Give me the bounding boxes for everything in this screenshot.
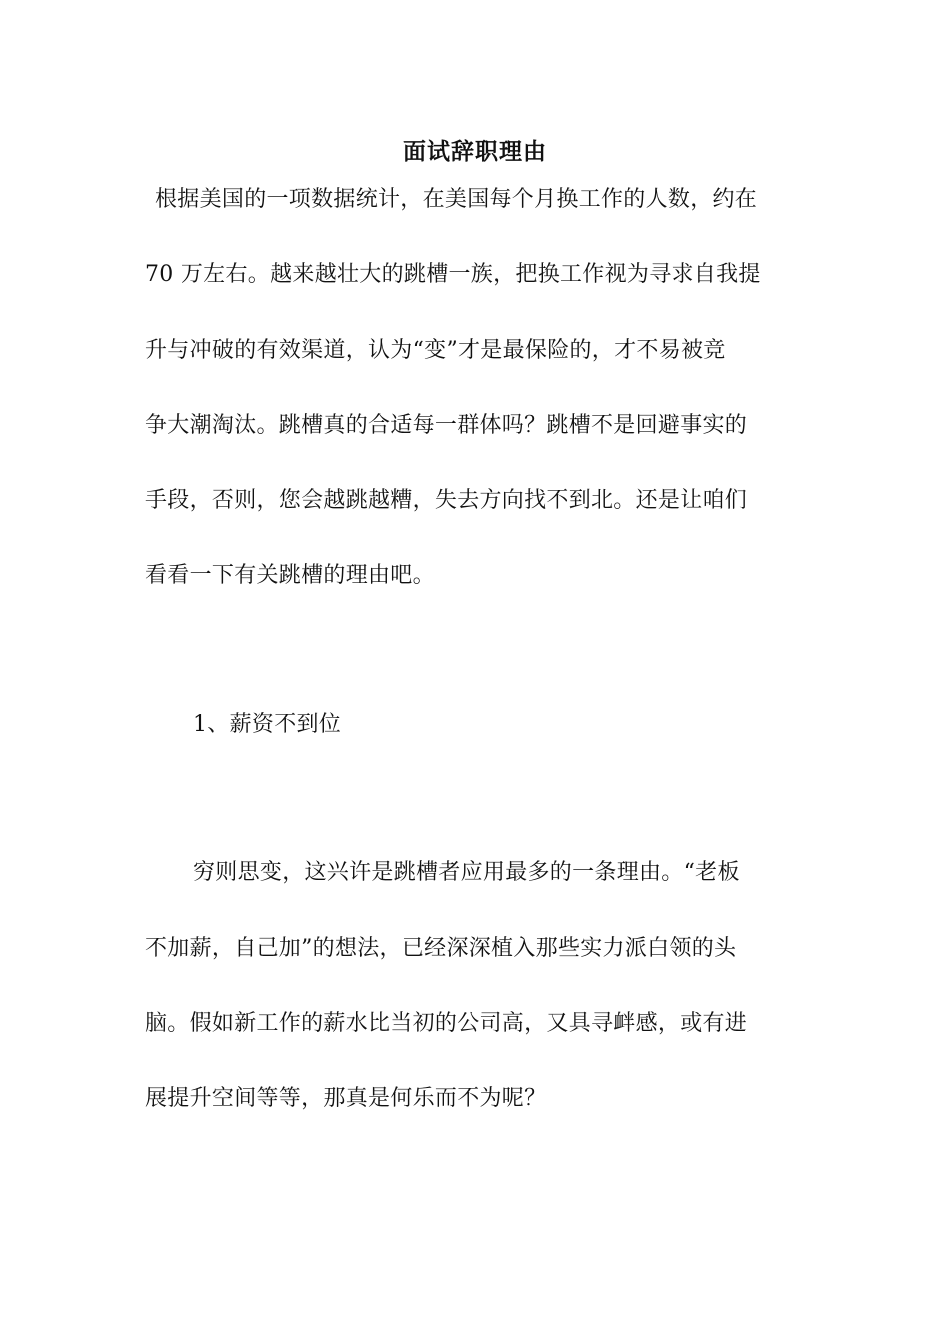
intro-line-2: 70 万左右。越来越壮大的跳槽一族，把换工作视为寻求自我提 bbox=[145, 262, 761, 287]
section-line-2: 不加薪，自己加”的想法，已经深深植入那些实力派白领的头 bbox=[145, 936, 737, 961]
intro-line-5: 手段，否则，您会越跳越糟，失去方向找不到北。还是让咱们 bbox=[145, 488, 748, 513]
intro-line-3: 升与冲破的有效渠道，认为“变”才是最保险的，才不易被竞 bbox=[145, 338, 726, 363]
section-line-4: 展提升空间等等，那真是何乐而不为呢？ bbox=[145, 1086, 547, 1111]
section-line-1: 穷则思变，这兴许是跳槽者应用最多的一条理由。“老板 bbox=[193, 860, 740, 885]
section-line-3: 脑。假如新工作的薪水比当初的公司高，又具寻衅感，或有进 bbox=[145, 1011, 748, 1036]
section-heading: 1、薪资不到位 bbox=[193, 712, 342, 737]
document-title: 面试辞职理由 bbox=[403, 138, 547, 165]
intro-line-6: 看看一下有关跳槽的理由吧。 bbox=[145, 563, 435, 588]
intro-line-1: 根据美国的一项数据统计，在美国每个月换工作的人数，约在 bbox=[155, 187, 758, 212]
intro-line-4: 争大潮淘汰。跳槽真的合适每一群体吗？跳槽不是回避事实的 bbox=[145, 413, 748, 438]
